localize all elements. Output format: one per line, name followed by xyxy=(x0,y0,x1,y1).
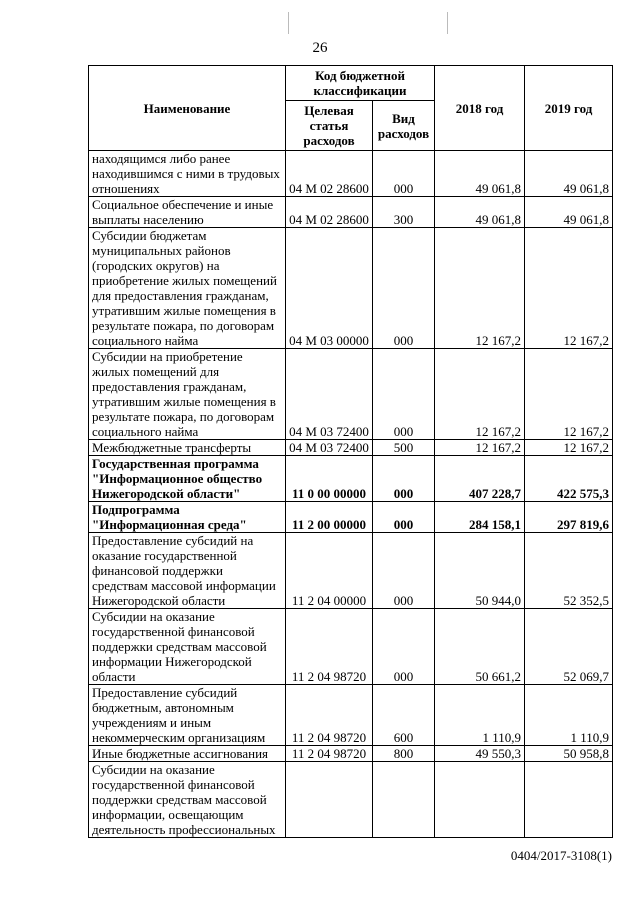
row-name: Субсидии на оказание государственной финансовой поддержки средствам массовой информации, освещающим деятельность профессиональных xyxy=(89,762,286,838)
table-row xyxy=(89,685,613,746)
row-expense-type: 000 xyxy=(373,151,435,197)
row-target-item: 11 2 04 98720 xyxy=(286,746,373,762)
row-value-2018: 1 110,9 xyxy=(435,685,525,746)
row-value-2019: 12 167,2 xyxy=(525,349,613,440)
row-value-2019: 49 061,8 xyxy=(525,151,613,197)
row-expense-type: 000 xyxy=(373,456,435,502)
row-expense-type: 000 xyxy=(373,228,435,349)
row-value-2019 xyxy=(525,762,613,838)
table-header xyxy=(89,66,613,151)
row-expense-type: 600 xyxy=(373,685,435,746)
row-target-item: 04 М 03 72400 xyxy=(286,349,373,440)
row-value-2018: 50 944,0 xyxy=(435,533,525,609)
row-value-2018: 49 061,8 xyxy=(435,151,525,197)
header-name: Наименование xyxy=(89,66,286,151)
row-name: Субсидии на оказание государственной финансовой поддержки средствам массовой информации Нижегородской области xyxy=(89,609,286,685)
row-name: Иные бюджетные ассигнования xyxy=(89,746,286,762)
row-value-2019: 1 110,9 xyxy=(525,685,613,746)
row-name: Предоставление субсидий на оказание государственной финансовой поддержки средствам массовой информации Нижегородской области xyxy=(89,533,286,609)
row-value-2019: 52 069,7 xyxy=(525,609,613,685)
row-value-2019: 12 167,2 xyxy=(525,228,613,349)
table-row xyxy=(89,762,613,838)
row-expense-type xyxy=(373,762,435,838)
header-target-item: Целевая статья расходов xyxy=(286,101,373,151)
row-value-2018 xyxy=(435,762,525,838)
scan-mark xyxy=(447,12,448,34)
row-value-2018: 12 167,2 xyxy=(435,349,525,440)
row-name: Социальное обеспечение и иные выплаты населению xyxy=(89,197,286,228)
table-row xyxy=(89,533,613,609)
row-value-2019: 52 352,5 xyxy=(525,533,613,609)
row-expense-type: 000 xyxy=(373,533,435,609)
row-target-item: 11 2 04 98720 xyxy=(286,609,373,685)
row-name: находящимся либо ранее находившимся с ними в трудовых отношениях xyxy=(89,151,286,197)
header-expense-type: Вид расходов xyxy=(373,101,435,151)
row-target-item: 04 М 02 28600 xyxy=(286,197,373,228)
row-name: Субсидии бюджетам муниципальных районов (городских округов) на приобретение жилых помещений для предоставления гражданам, утратившим жилые помещения в результате пожара, по договорам социального найма xyxy=(89,228,286,349)
row-value-2018: 284 158,1 xyxy=(435,502,525,533)
row-value-2019: 12 167,2 xyxy=(525,440,613,456)
page-number: 26 xyxy=(312,40,328,56)
table-row xyxy=(89,502,613,533)
row-target-item xyxy=(286,762,373,838)
row-name: Субсидии на приобретение жилых помещений для предоставления гражданам, утратившим жилые помещения в результате пожара, по договорам социального найма xyxy=(89,349,286,440)
document-id: 0404/2017-3108(1) xyxy=(510,848,612,863)
row-value-2018: 49 550,3 xyxy=(435,746,525,762)
row-target-item: 11 0 00 00000 xyxy=(286,456,373,502)
table-row xyxy=(89,349,613,440)
row-name: Предоставление субсидий бюджетным, автономным учреждениям и иным некоммерческим организациям xyxy=(89,685,286,746)
table-row xyxy=(89,440,613,456)
table-row xyxy=(89,456,613,502)
header-year-2018: 2018 год xyxy=(435,66,525,151)
row-value-2019: 50 958,8 xyxy=(525,746,613,762)
row-expense-type: 000 xyxy=(373,502,435,533)
table-row xyxy=(89,151,613,197)
row-target-item: 11 2 04 98720 xyxy=(286,685,373,746)
row-expense-type: 500 xyxy=(373,440,435,456)
row-value-2018: 50 661,2 xyxy=(435,609,525,685)
row-name: Подпрограмма "Информационная среда" xyxy=(89,502,286,533)
row-value-2018: 12 167,2 xyxy=(435,228,525,349)
row-name: Межбюджетные трансферты xyxy=(89,440,286,456)
budget-table xyxy=(88,65,613,838)
row-expense-type: 000 xyxy=(373,349,435,440)
row-expense-type: 300 xyxy=(373,197,435,228)
row-target-item: 04 М 03 72400 xyxy=(286,440,373,456)
row-expense-type: 000 xyxy=(373,609,435,685)
row-target-item: 04 М 03 00000 xyxy=(286,228,373,349)
row-value-2018: 407 228,7 xyxy=(435,456,525,502)
table-row xyxy=(89,609,613,685)
header-budget-code: Код бюджетной классификации xyxy=(286,66,435,101)
scan-mark xyxy=(288,12,289,34)
row-target-item: 11 2 00 00000 xyxy=(286,502,373,533)
table-row xyxy=(89,228,613,349)
row-value-2018: 49 061,8 xyxy=(435,197,525,228)
row-value-2019: 49 061,8 xyxy=(525,197,613,228)
table-body xyxy=(89,151,613,838)
row-name: Государственная программа "Информационное общество Нижегородской области" xyxy=(89,456,286,502)
row-value-2019: 297 819,6 xyxy=(525,502,613,533)
row-value-2018: 12 167,2 xyxy=(435,440,525,456)
row-value-2019: 422 575,3 xyxy=(525,456,613,502)
row-expense-type: 800 xyxy=(373,746,435,762)
row-target-item: 04 М 02 28600 xyxy=(286,151,373,197)
row-target-item: 11 2 04 00000 xyxy=(286,533,373,609)
table-row xyxy=(89,746,613,762)
table-row xyxy=(89,197,613,228)
header-year-2019: 2019 год xyxy=(525,66,613,151)
